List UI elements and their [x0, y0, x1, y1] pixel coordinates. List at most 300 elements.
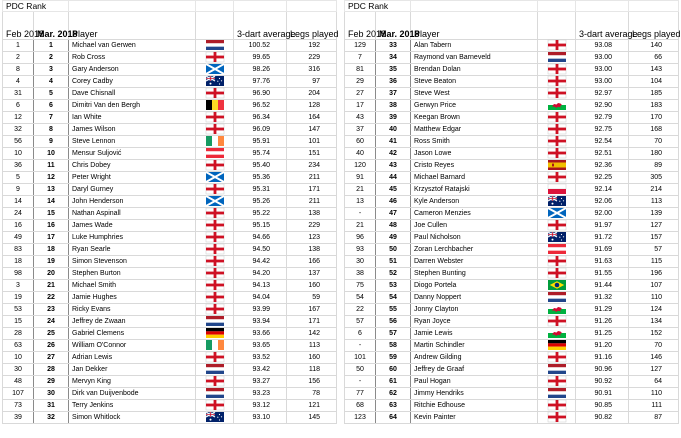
feb-rank-cell: 57: [345, 316, 376, 328]
table-row: [3, 172, 337, 184]
feb-rank-cell: 5: [3, 172, 34, 184]
legs-cell: 157: [629, 232, 679, 244]
flag-cell: [196, 268, 234, 280]
germany-flag-icon: [548, 340, 566, 350]
average-cell: 92.36: [576, 160, 629, 172]
table-row: [3, 196, 337, 208]
legs-cell: 110: [629, 292, 679, 304]
flag-cell: [196, 64, 234, 76]
average-cell: 95.31: [234, 184, 287, 196]
feb-rank-cell: 6: [345, 328, 376, 340]
player-name-cell: James Wade: [69, 220, 196, 232]
feb-rank-cell: 3: [3, 280, 34, 292]
player-name-cell: Jimmy Hendriks: [411, 388, 538, 400]
feb-rank-cell: 96: [345, 232, 376, 244]
england-flag-icon: [206, 220, 224, 230]
legs-cell: 305: [629, 172, 679, 184]
legs-cell: 128: [287, 100, 337, 112]
player-name-cell: Michael van Gerwen: [69, 40, 196, 52]
legs-cell: 156: [287, 376, 337, 388]
player-name-cell: Raymond van Barneveld: [411, 52, 538, 64]
player-name-cell: Gerwyn Price: [411, 100, 538, 112]
flag-cell: [538, 280, 576, 292]
legs-cell: 64: [629, 376, 679, 388]
legs-cell: 57: [629, 244, 679, 256]
flag-cell: [538, 148, 576, 160]
flag-cell: [538, 88, 576, 100]
belgium-flag-icon: [206, 100, 224, 110]
feb-rank-cell: 75: [345, 280, 376, 292]
table-row: [345, 196, 679, 208]
player-name-cell: Joe Cullen: [411, 220, 538, 232]
average-cell: 92.25: [576, 172, 629, 184]
mar-header: Mar. 2018: [376, 12, 411, 40]
player-name-cell: Michael Smith: [69, 280, 196, 292]
player-name-cell: Cristo Reyes: [411, 160, 538, 172]
average-cell: 97.76: [234, 76, 287, 88]
flag-cell: [538, 412, 576, 424]
mar-rank-cell: 29: [34, 376, 69, 388]
player-name-cell: William O'Connor: [69, 340, 196, 352]
mar-rank-cell: 16: [34, 220, 69, 232]
table-row: [3, 232, 337, 244]
average-cell: 93.27: [234, 376, 287, 388]
feb-rank-cell: 39: [3, 412, 34, 424]
table-row: [345, 304, 679, 316]
average-cell: 91.63: [576, 256, 629, 268]
england-flag-icon: [548, 172, 566, 182]
player-name-cell: Steve West: [411, 88, 538, 100]
legs-cell: 101: [287, 136, 337, 148]
player-name-cell: Luke Humphries: [69, 232, 196, 244]
feb-rank-cell: 2: [3, 52, 34, 64]
mar-rank-cell: 17: [34, 232, 69, 244]
average-cell: 91.69: [576, 244, 629, 256]
average-header: 3-dart average: [576, 12, 629, 40]
feb-rank-cell: 49: [3, 232, 34, 244]
player-name-cell: Simon Stevenson: [69, 256, 196, 268]
feb-rank-cell: 60: [345, 136, 376, 148]
average-cell: 91.72: [576, 232, 629, 244]
legs-cell: 164: [287, 112, 337, 124]
table-row: [3, 64, 337, 76]
average-cell: 94.42: [234, 256, 287, 268]
average-cell: 99.65: [234, 52, 287, 64]
flag-cell: [538, 40, 576, 52]
player-name-cell: Andrew Gilding: [411, 352, 538, 364]
feb-rank-cell: 37: [345, 124, 376, 136]
table-row: [345, 292, 679, 304]
table-row: [3, 388, 337, 400]
england-flag-icon: [206, 256, 224, 266]
england-flag-icon: [548, 64, 566, 74]
table-row: [345, 244, 679, 256]
flag-cell: [196, 88, 234, 100]
table-row: [3, 76, 337, 88]
legs-cell: 78: [287, 388, 337, 400]
legs-cell: 196: [629, 268, 679, 280]
flag-cell: [196, 136, 234, 148]
feb-rank-cell: 4: [3, 76, 34, 88]
england-flag-icon: [548, 76, 566, 86]
feb-rank-cell: 40: [345, 148, 376, 160]
scotland-flag-icon: [206, 64, 224, 74]
mar-rank-cell: 43: [376, 160, 411, 172]
ireland-flag-icon: [206, 136, 224, 146]
legs-cell: 70: [629, 136, 679, 148]
player-name-cell: Martin Schindler: [411, 340, 538, 352]
legs-cell: 167: [287, 304, 337, 316]
average-cell: 93.00: [576, 76, 629, 88]
table-row: [3, 292, 337, 304]
england-flag-icon: [206, 280, 224, 290]
average-cell: 96.52: [234, 100, 287, 112]
flag-cell: [538, 388, 576, 400]
player-name-cell: Ryan Searle: [69, 244, 196, 256]
mar-rank-cell: 61: [376, 376, 411, 388]
england-flag-icon: [206, 352, 224, 362]
legs-cell: 111: [629, 400, 679, 412]
table-row: [345, 184, 679, 196]
feb-rank-cell: 9: [3, 184, 34, 196]
flag-cell: [196, 100, 234, 112]
table-row: [345, 256, 679, 268]
average-cell: 95.22: [234, 208, 287, 220]
average-cell: 92.75: [576, 124, 629, 136]
legs-cell: 113: [629, 196, 679, 208]
table-row: [3, 40, 337, 52]
average-cell: 91.97: [576, 220, 629, 232]
flag-cell: [538, 184, 576, 196]
table-row: [3, 148, 337, 160]
legs-cell: 147: [287, 124, 337, 136]
average-cell: 94.50: [234, 244, 287, 256]
legs-cell: 123: [287, 232, 337, 244]
mar-rank-cell: 44: [376, 172, 411, 184]
flag-cell: [538, 316, 576, 328]
england-flag-icon: [206, 88, 224, 98]
table-row: [3, 268, 337, 280]
flag-cell: [538, 208, 576, 220]
flag-cell: [196, 208, 234, 220]
legs-cell: 180: [629, 148, 679, 160]
mar-rank-cell: 2: [34, 52, 69, 64]
player-name-cell: Paul Nicholson: [411, 232, 538, 244]
pdc-rank-title: PDC Rank: [3, 1, 69, 12]
average-cell: 90.85: [576, 400, 629, 412]
mar-rank-cell: 12: [34, 172, 69, 184]
average-cell: 94.66: [234, 232, 287, 244]
netherlands-flag-icon: [548, 52, 566, 62]
australia-flag-icon: [206, 76, 224, 86]
england-flag-icon: [206, 124, 224, 134]
feb-rank-cell: -: [345, 208, 376, 220]
legs-cell: 160: [287, 280, 337, 292]
england-flag-icon: [548, 112, 566, 122]
feb-rank-cell: 63: [3, 340, 34, 352]
mar-rank-cell: 49: [376, 232, 411, 244]
wales-flag-icon: [548, 100, 566, 110]
flag-cell: [196, 148, 234, 160]
average-cell: 91.26: [576, 316, 629, 328]
mar-rank-cell: 20: [34, 268, 69, 280]
flag-cell: [538, 244, 576, 256]
average-cell: 94.13: [234, 280, 287, 292]
wales-flag-icon: [548, 304, 566, 314]
table-row: [345, 268, 679, 280]
legs-cell: 234: [287, 160, 337, 172]
table-row: [345, 112, 679, 124]
average-cell: 91.55: [576, 268, 629, 280]
player-name-cell: Brendan Dolan: [411, 64, 538, 76]
flag-cell: [196, 340, 234, 352]
average-cell: 91.20: [576, 340, 629, 352]
england-flag-icon: [548, 400, 566, 410]
legs-cell: 70: [629, 340, 679, 352]
feb-rank-cell: 83: [3, 244, 34, 256]
player-name-cell: Krzysztof Ratajski: [411, 184, 538, 196]
average-cell: 96.09: [234, 124, 287, 136]
player-name-cell: Terry Jenkins: [69, 400, 196, 412]
mar-rank-cell: 24: [34, 316, 69, 328]
legs-cell: 124: [629, 304, 679, 316]
average-cell: 94.20: [234, 268, 287, 280]
legs-cell: 168: [629, 124, 679, 136]
legs-cell: 152: [629, 328, 679, 340]
feb-rank-cell: 107: [3, 388, 34, 400]
legs-cell: 97: [287, 76, 337, 88]
table-row: [345, 280, 679, 292]
flag-cell: [196, 76, 234, 88]
average-cell: 95.36: [234, 172, 287, 184]
player-name-cell: Dirk van Duijvenbode: [69, 388, 196, 400]
flag-cell: [196, 196, 234, 208]
england-flag-icon: [548, 88, 566, 98]
feb-rank-cell: 56: [3, 136, 34, 148]
player-name-cell: Alan Tabern: [411, 40, 538, 52]
mar-rank-cell: 42: [376, 148, 411, 160]
average-header: 3-dart average: [234, 12, 287, 40]
table-row: [3, 400, 337, 412]
feb-rank-cell: -: [345, 376, 376, 388]
mar-rank-cell: 64: [376, 412, 411, 424]
player-name-cell: Cameron Menzies: [411, 208, 538, 220]
flag-cell: [196, 304, 234, 316]
legs-cell: 59: [287, 292, 337, 304]
table-row: [345, 328, 679, 340]
average-cell: 92.79: [576, 112, 629, 124]
table-row: [3, 328, 337, 340]
player-name-cell: John Henderson: [69, 196, 196, 208]
feb-rank-cell: 129: [345, 40, 376, 52]
flag-cell: [196, 280, 234, 292]
mar-rank-cell: 19: [34, 256, 69, 268]
feb-rank-cell: 29: [345, 76, 376, 88]
table-row: [3, 340, 337, 352]
flag-cell: [196, 364, 234, 376]
feb-rank-cell: 77: [345, 388, 376, 400]
feb-rank-cell: 36: [3, 160, 34, 172]
legs-cell: 145: [287, 412, 337, 424]
average-cell: 92.97: [576, 88, 629, 100]
ireland-flag-icon: [206, 340, 224, 350]
feb-rank-cell: 43: [345, 112, 376, 124]
player-header: Player: [411, 12, 538, 40]
player-name-cell: Adrian Lewis: [69, 352, 196, 364]
feb-rank-cell: 81: [345, 64, 376, 76]
legs-cell: 89: [629, 160, 679, 172]
mar-rank-cell: 15: [34, 208, 69, 220]
table-row: [345, 172, 679, 184]
england-flag-icon: [548, 256, 566, 266]
player-name-cell: Kyle Anderson: [411, 196, 538, 208]
table-row: [345, 88, 679, 100]
player-name-cell: Ricky Evans: [69, 304, 196, 316]
mar-rank-cell: 55: [376, 304, 411, 316]
mar-rank-cell: 60: [376, 364, 411, 376]
average-cell: 95.74: [234, 148, 287, 160]
average-cell: 90.82: [576, 412, 629, 424]
flag-cell: [538, 124, 576, 136]
flag-cell: [538, 160, 576, 172]
feb-rank-cell: 32: [3, 124, 34, 136]
player-name-cell: Gary Anderson: [69, 64, 196, 76]
legs-cell: 171: [287, 184, 337, 196]
average-cell: 93.65: [234, 340, 287, 352]
flag-cell: [538, 100, 576, 112]
table-row: [3, 280, 337, 292]
legs-cell: 151: [287, 148, 337, 160]
player-name-cell: Ryan Joyce: [411, 316, 538, 328]
england-flag-icon: [548, 268, 566, 278]
table-row: [3, 52, 337, 64]
mar-rank-cell: 47: [376, 208, 411, 220]
table-row: [345, 148, 679, 160]
england-flag-icon: [548, 220, 566, 230]
table-row: [345, 376, 679, 388]
table-row: [3, 208, 337, 220]
england-flag-icon: [548, 352, 566, 362]
mar-rank-cell: 4: [34, 76, 69, 88]
average-cell: 93.94: [234, 316, 287, 328]
average-cell: 90.92: [576, 376, 629, 388]
feb-rank-cell: 8: [3, 64, 34, 76]
netherlands-flag-icon: [548, 388, 566, 398]
england-flag-icon: [548, 376, 566, 386]
england-flag-icon: [548, 136, 566, 146]
player-name-cell: Corey Cadby: [69, 76, 196, 88]
table-row: [345, 412, 679, 424]
average-cell: 93.99: [234, 304, 287, 316]
table-row: [3, 412, 337, 424]
table-row: [345, 124, 679, 136]
player-name-cell: Steve Lennon: [69, 136, 196, 148]
mar-rank-cell: 9: [34, 136, 69, 148]
flag-cell: [538, 220, 576, 232]
flag-cell: [538, 172, 576, 184]
table-row: [345, 136, 679, 148]
feb-rank-cell: 30: [3, 364, 34, 376]
mar-rank-cell: 3: [34, 64, 69, 76]
feb-rank-cell: 120: [345, 160, 376, 172]
average-cell: 92.54: [576, 136, 629, 148]
feb-rank-cell: 22: [345, 304, 376, 316]
feb-rank-cell: 12: [3, 112, 34, 124]
legs-cell: 87: [629, 412, 679, 424]
feb-rank-cell: 21: [345, 220, 376, 232]
average-cell: 91.44: [576, 280, 629, 292]
england-flag-icon: [548, 412, 566, 422]
legs-cell: 104: [629, 76, 679, 88]
average-cell: 98.26: [234, 64, 287, 76]
average-cell: 95.26: [234, 196, 287, 208]
feb-rank-cell: 10: [3, 148, 34, 160]
flag-cell: [196, 328, 234, 340]
table-row: [345, 364, 679, 376]
player-name-cell: Jeffrey de Zwaan: [69, 316, 196, 328]
player-name-cell: Jan Dekker: [69, 364, 196, 376]
player-name-cell: Ritchie Edhouse: [411, 400, 538, 412]
mar-rank-cell: 52: [376, 268, 411, 280]
player-name-cell: Stephen Burton: [69, 268, 196, 280]
feb-rank-cell: 17: [345, 100, 376, 112]
england-flag-icon: [206, 232, 224, 242]
player-name-cell: Paul Hogan: [411, 376, 538, 388]
flag-cell: [538, 136, 576, 148]
mar-rank-cell: 34: [376, 52, 411, 64]
feb-rank-cell: 15: [3, 316, 34, 328]
netherlands-flag-icon: [548, 364, 566, 374]
england-flag-icon: [206, 160, 224, 170]
table-row: [345, 40, 679, 52]
player-name-cell: Simon Whitlock: [69, 412, 196, 424]
player-name-cell: Jonny Clayton: [411, 304, 538, 316]
flag-cell: [196, 232, 234, 244]
flag-cell: [196, 376, 234, 388]
table-row: [345, 340, 679, 352]
mar-rank-cell: 59: [376, 352, 411, 364]
flag-cell: [538, 352, 576, 364]
table-row: [3, 112, 337, 124]
feb-rank-cell: -: [345, 340, 376, 352]
mar-rank-cell: 38: [376, 100, 411, 112]
mar-rank-cell: 40: [376, 124, 411, 136]
player-name-cell: Chris Dobey: [69, 160, 196, 172]
feb-rank-cell: 10: [3, 352, 34, 364]
feb-rank-cell: 18: [3, 256, 34, 268]
flag-cell: [196, 184, 234, 196]
player-name-cell: Jamie Lewis: [411, 328, 538, 340]
table-row: [3, 136, 337, 148]
wales-flag-icon: [548, 328, 566, 338]
flag-cell: [196, 172, 234, 184]
flag-cell: [196, 112, 234, 124]
average-cell: 92.00: [576, 208, 629, 220]
table-row: [3, 304, 337, 316]
legs-cell: 160: [287, 352, 337, 364]
mar-rank-cell: 39: [376, 112, 411, 124]
flag-cell: [196, 412, 234, 424]
mar-rank-cell: 48: [376, 220, 411, 232]
flag-cell: [538, 292, 576, 304]
germany-flag-icon: [206, 328, 224, 338]
player-name-cell: Ross Smith: [411, 136, 538, 148]
average-cell: 91.25: [576, 328, 629, 340]
mar-rank-cell: 53: [376, 280, 411, 292]
table-row: [3, 352, 337, 364]
average-cell: 95.40: [234, 160, 287, 172]
legs-header: Legs played: [629, 12, 679, 40]
